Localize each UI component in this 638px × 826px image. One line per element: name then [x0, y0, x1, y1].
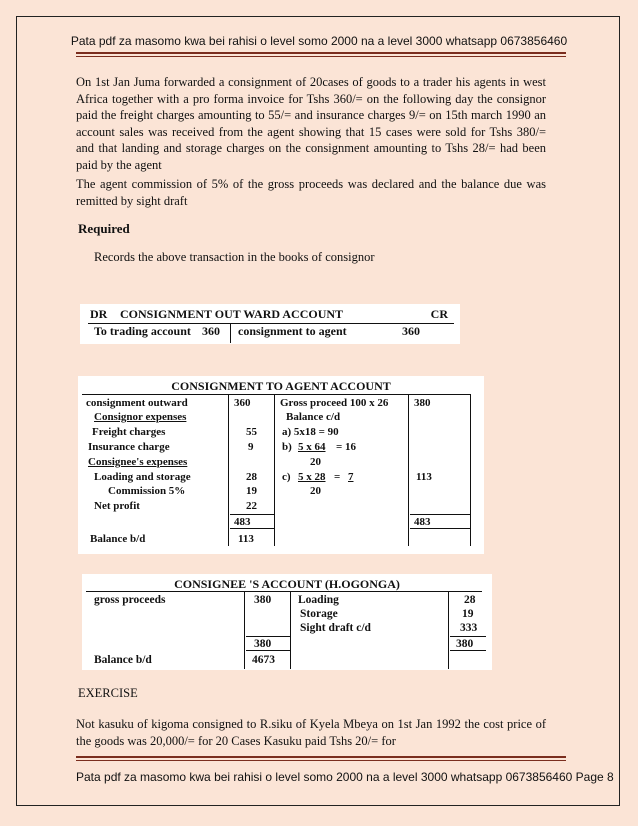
left-total: 380: [254, 638, 272, 650]
right-entry-amount: 360: [402, 324, 420, 338]
title-rule: [86, 591, 482, 592]
right-entry-label: consignment to agent: [238, 324, 347, 338]
ledger-label: Consignee's expenses: [88, 456, 188, 468]
ledger-amount: 333: [460, 622, 478, 634]
gross-proceeds-label: gross proceeds: [94, 594, 166, 606]
calc-c-equals: =: [334, 471, 341, 483]
ledger-label: Storage: [300, 608, 338, 620]
ledger-amount: 19: [462, 608, 474, 620]
calc-c-result: 7: [348, 471, 354, 483]
calc-b-denominator: 20: [310, 456, 321, 468]
divider: [274, 394, 275, 546]
dr-label: DR: [90, 307, 108, 321]
divider: [290, 591, 291, 669]
title-rule: [82, 394, 470, 395]
cr-label: CR: [430, 307, 448, 321]
footer-rule: [76, 756, 566, 758]
account-title: CONSIGNEE 'S ACCOUNT (H.OGONGA): [174, 577, 400, 591]
ledger-label: Freight charges: [92, 426, 166, 438]
divider: [470, 394, 471, 546]
balance-label: Balance b/d: [90, 533, 146, 545]
exercise-heading: EXERCISE: [78, 686, 138, 700]
ledger-label: Consignor expenses: [94, 411, 187, 423]
right-amount: 113: [416, 471, 432, 483]
consignment-outward-account: [80, 304, 460, 344]
balance-label: Balance b/d: [94, 654, 152, 666]
ledger-amount: 22: [246, 500, 257, 512]
page-footer: Pata pdf za masomo kwa bei rahisi o level somo 2000 na a level 3000 whatsapp 0673856460 Page 8: [76, 770, 614, 784]
ledger-amount: 28: [246, 471, 257, 483]
right-total: 380: [456, 638, 474, 650]
required-heading: Required: [78, 221, 130, 236]
consignee-account: [82, 574, 492, 670]
question-paragraph: On 1st Jan Juma forwarded a consignment of 20cases of goods to a trader his agents in west Africa together with a pro forma invoice for Tshs 360/= on the following day the consignor paid the freight charges amounting to 55/= and insurance charges 9/= on 15th march 1990 an account sales was received from the agent showing that 15 cases were sold for Tshs 380/= and that landing and storage charges on the consignment amounting to Tshs 28/= had been paid by the agent: [76, 75, 546, 172]
ledger-label: Loading: [298, 594, 339, 606]
ledger-label: Loading and storage: [94, 471, 191, 483]
column-divider: [230, 323, 231, 343]
divider: [244, 591, 245, 669]
divider: [408, 394, 409, 546]
ledger-label: Sight draft c/d: [300, 622, 371, 634]
records-instruction: Records the above transaction in the books of consignor: [94, 250, 375, 264]
gross-proceed-label: Gross proceed 100 x 26: [280, 397, 389, 409]
ledger-amount: 19: [246, 485, 257, 497]
left-total: 483: [234, 516, 251, 528]
calc-c-prefix: c): [282, 471, 291, 483]
ledger-amount: 360: [234, 397, 251, 409]
commission-paragraph: The agent commission of 5% of the gross proceeds was declared and the balance due was remitted by sight draft: [76, 177, 546, 208]
header-rule: [76, 52, 566, 54]
exercise-paragraph: Not kasuku of kigoma consigned to R.siku of Kyela Mbeya on 1st Jan 1992 the cost price of the goods was 20,000/= for 20 Cases Kasuku paid Tshs 20/= for: [76, 717, 546, 748]
calc-c-fraction: 5 x 28: [298, 471, 326, 483]
account-title: CONSIGNMENT TO AGENT ACCOUNT: [171, 379, 391, 393]
ledger-amount: 55: [246, 426, 257, 438]
consignment-to-agent-account: [78, 376, 484, 554]
page-header: Pata pdf za masomo kwa bei rahisi o level somo 2000 na a level 3000 whatsapp 0673856460: [70, 34, 568, 48]
ledger-label: Commission 5%: [108, 485, 186, 497]
left-entry-label: To trading account: [94, 324, 191, 338]
ledger-label: Net profit: [94, 500, 140, 512]
balance-amount: 4673: [252, 654, 275, 666]
calc-b-result: = 16: [336, 441, 357, 453]
calc-a: a) 5x18 = 90: [282, 426, 339, 438]
ledger-amount: 9: [248, 441, 254, 453]
calc-c-denominator: 20: [310, 485, 321, 497]
calc-b-fraction: 5 x 64: [298, 441, 326, 453]
right-total: 483: [414, 516, 431, 528]
account-title: CONSIGNMENT OUT WARD ACCOUNT: [120, 307, 344, 321]
gross-proceed-amount: 380: [414, 397, 431, 409]
divider: [448, 591, 449, 669]
gross-proceeds-amount: 380: [254, 594, 272, 606]
ledger-label: consignment outward: [86, 397, 188, 409]
footer-rule-thin: [76, 760, 566, 761]
ledger-amount: 28: [464, 594, 476, 606]
ledger-label: Insurance charge: [88, 441, 170, 453]
left-entry-amount: 360: [202, 324, 220, 338]
header-rule-thin: [76, 56, 566, 57]
divider: [228, 394, 229, 546]
calc-b-prefix: b): [282, 441, 292, 453]
balance-amount: 113: [238, 533, 254, 545]
balance-cd-label: Balance c/d: [286, 411, 341, 423]
